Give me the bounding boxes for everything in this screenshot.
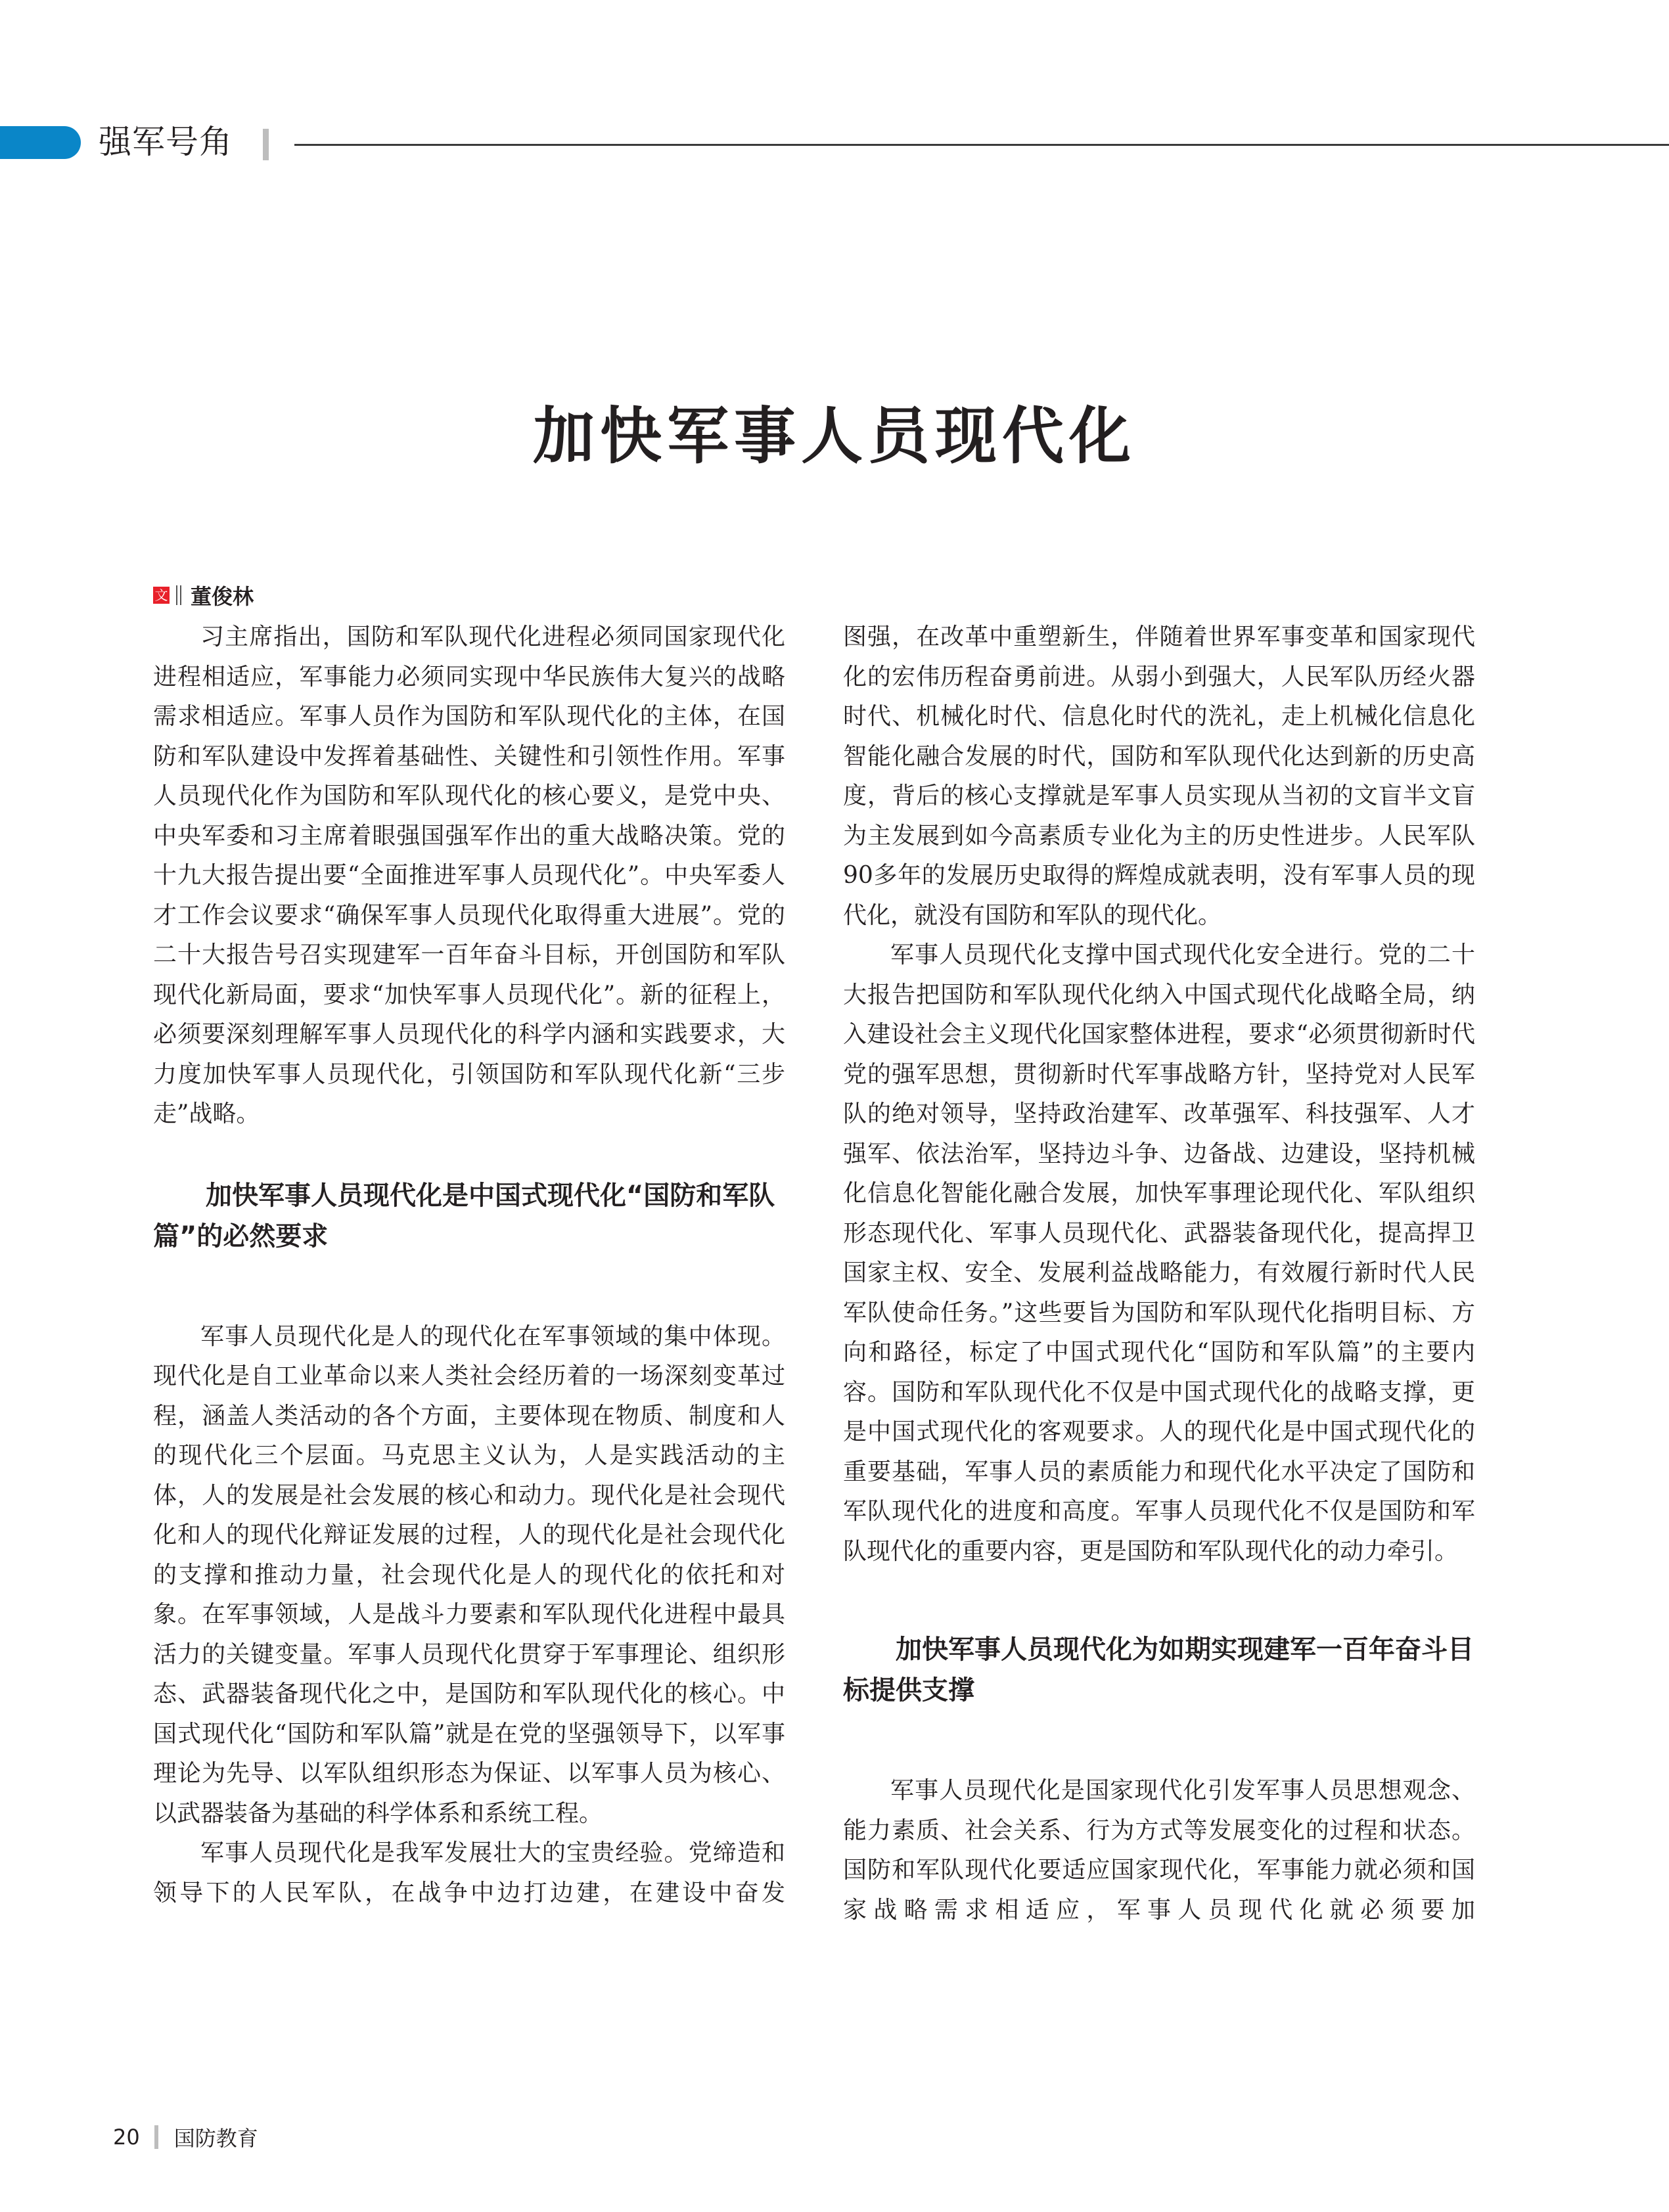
section-title: 强军号角: [99, 123, 233, 161]
page-number: 20: [113, 2125, 140, 2150]
article-title: 加快军事人员现代化: [532, 401, 1136, 472]
byline: [153, 582, 254, 608]
right-column: [843, 618, 1475, 1930]
section-heading-2: 加快军事人员现代化为如期实现建军一百年奋斗目标提供支撑: [843, 1635, 1474, 1705]
author-name: 董俊林: [191, 584, 254, 609]
paragraph-4: 军事人员现代化支撑中国式现代化安全进行。党的二十大报告把国防和军队现代化纳入中国式现代化战略全局，纳入建设社会主义现代化国家整体进程，要求“必须贯彻新时代党的强军思想，贯彻新时代军事战略方针，坚持党对人民军队的绝对领导，坚持政治建军、改革强军、科技强军、人才强军、依法治军，坚持边斗争、边备战、边建设，坚持机械化信息化智能化融合发展，加快军事理论现代化、军队组织形态现代化、军事人员现代化、武器装备现代化，提高捍卫国家主权、安全、发展利益战略能力，有效履行新时代人民军队使命任务。”这些要旨为国防和军队现代化指明目标、方向和路径，标定了中国式现代化“国防和军队篇”的主要内容。国防和军队现代化不仅是中国式现代化的战略支撑，更是中国式现代化的客观要求。人的现代化是中国式现代化的重要基础，军事人员的素质能力和现代化水平决定了国防和军队现代化的进度和高度。军事人员现代化不仅是国防和军队现代化的重要内容，更是国防和军队现代化的动力牵引。: [843, 941, 1475, 1565]
paragraph-3-continued: 图强，在改革中重塑新生，伴随着世界军事变革和国家现代化的宏伟历程奋勇前进。从弱小到强大，人民军队历经火器时代、机械化时代、信息化时代的洗礼，走上机械化信息化智能化融合发展的时代，国防和军队现代化达到新的历史高度，背后的核心支撑就是军事人员实现从当初的文盲半文盲为主发展到如今高素质专业化为主的历史性进步。人民军队90多年的发展历史取得的辉煌成就表明，没有军事人员的现代化，就没有国防和军队的现代化。: [843, 623, 1475, 929]
byline-separator: [176, 585, 181, 605]
paragraph-2: 军事人员现代化是人的现代化在军事领域的集中体现。现代化是自工业革命以来人类社会经历着的一场深刻变革过程，涵盖人类活动的各个方面，主要体现在物质、制度和人的现代化三个层面。马克思主义认为，人是实践活动的主体，人的发展是社会发展的核心和动力。现代化是社会现代化和人的现代化辩证发展的过程，人的现代化是社会现代化的支撑和推动力量，社会现代化是人的现代化的依托和对象。在军事领域，人是战斗力要素和军队现代化进程中最具活力的关键变量。军事人员现代化贯穿于军事理论、组织形态、武器装备现代化之中，是国防和军队现代化的核心。中国式现代化“国防和军队篇”就是在党的坚强领导下，以军事理论为先导、以军队组织形态为保证、以军事人员为核心、以武器装备为基础的科学体系和系统工程。: [153, 1322, 785, 1827]
header-rule: [294, 144, 1669, 146]
footer-divider: [154, 2125, 158, 2149]
section-tab-marker: [0, 126, 81, 159]
section-divider-bar: [263, 129, 269, 160]
section-heading-1: 加快军事人员现代化是中国式现代化“国防和军队篇”的必然要求: [153, 1180, 775, 1252]
paragraph-intro: 习主席指出，国防和军队现代化进程必须同国家现代化进程相适应，军事能力必须同实现中华民族伟大复兴的战略需求相适应。军事人员作为国防和军队现代化的主体，在国防和军队建设中发挥着基础性、关键性和引领性作用。军事人员现代化作为国防和军队现代化的核心要义，是党中央、中央军委和习主席着眼强国强军作出的重大战略决策。党的十九大报告提出要“全面推进军事人员现代化”。中央军委人才工作会议要求“确保军事人员现代化取得重大进展”。党的二十大报告号召实现建军一百年奋斗目标，开创国防和军队现代化新局面，要求“加快军事人员现代化”。新的征程上，必须要深刻理解军事人员现代化的科学内涵和实践要求，大力度加快军事人员现代化，引领国防和军队现代化新“三步走”战略。: [153, 623, 785, 1127]
byline-text-icon: 文: [153, 587, 170, 604]
publication-name: 国防教育: [173, 2126, 258, 2151]
paragraph-3: 军事人员现代化是我军发展壮大的宝贵经验。党缔造和领导下的人民军队，在战争中边打边建，在建设中奋发: [153, 1840, 785, 1907]
left-column: [153, 618, 785, 1913]
paragraph-5: 军事人员现代化是国家现代化引发军事人员思想观念、能力素质、社会关系、行为方式等发展变化的过程和状态。国防和军队现代化要适应国家现代化，军事能力就必须和国家战略需求相适应，军事人员现代化就必须要加: [843, 1777, 1475, 1924]
page-footer: [113, 2122, 258, 2152]
